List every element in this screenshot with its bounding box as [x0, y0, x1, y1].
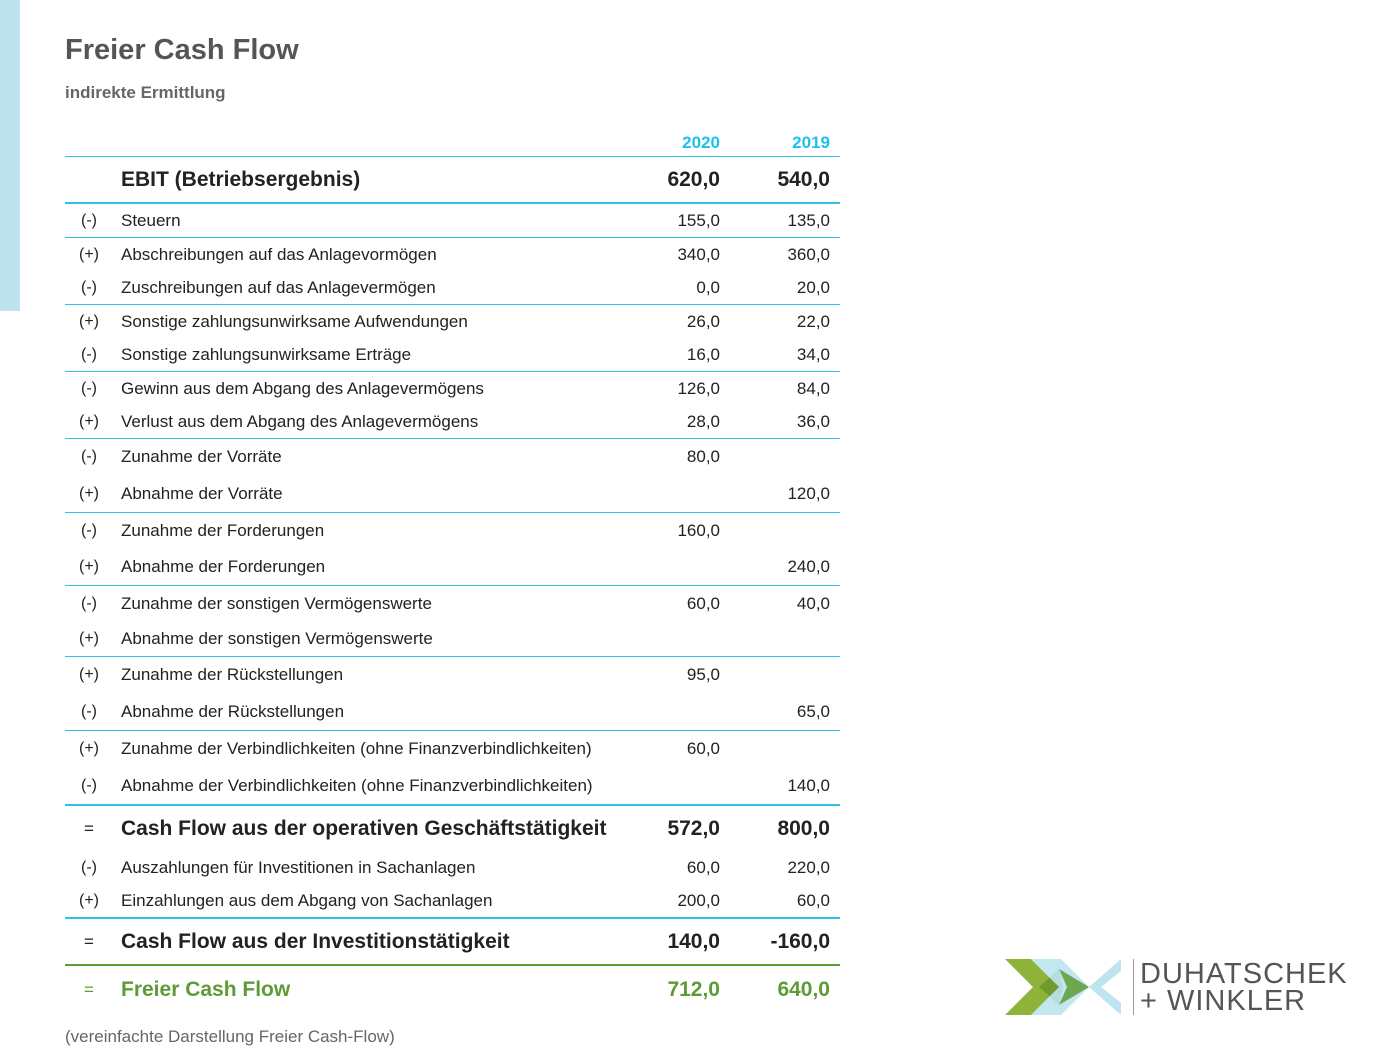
- value-2020: 200,0: [677, 890, 720, 910]
- row-sign: (-): [81, 522, 97, 539]
- row-sign: (+): [79, 484, 99, 502]
- value-2019: 640,0: [777, 977, 830, 1001]
- table-row: [65, 585, 840, 622]
- row-label: Cash Flow aus der operativen Geschäftstätigkeit: [121, 816, 607, 840]
- table-row: [65, 964, 840, 1013]
- value-2019: [720, 657, 830, 693]
- row-sign: (-): [81, 278, 97, 296]
- value-2020: 572,0: [667, 816, 720, 840]
- row-label: Abnahme der Rückstellungen: [121, 701, 345, 721]
- value-2019: [720, 731, 830, 767]
- year-2020-header: 2020: [682, 133, 720, 152]
- value-2020: 80,0: [686, 447, 720, 466]
- value-2019: -160,0: [770, 929, 830, 953]
- value-2020: 16,0: [686, 344, 720, 364]
- year-2019-header: 2019: [792, 133, 830, 152]
- row-sign: (+): [79, 558, 99, 575]
- row-sign: (-): [81, 702, 97, 720]
- table-row: [65, 157, 840, 202]
- value-2020: 140,0: [667, 929, 720, 953]
- value-2020: [610, 622, 720, 656]
- row-sign: =: [84, 979, 94, 999]
- value-2020: 60,0: [686, 594, 720, 613]
- row-sign: (+): [79, 630, 99, 647]
- footnote: (vereinfachte Darstellung Freier Cash-Flow): [65, 1027, 395, 1046]
- row-label: Auszahlungen für Investitionen in Sachanlagen: [121, 857, 476, 877]
- value-2020: [610, 475, 720, 512]
- value-2020: [610, 693, 720, 730]
- value-2019: 65,0: [796, 701, 830, 721]
- value-2019: 135,0: [787, 210, 830, 230]
- table-row: [65, 438, 840, 475]
- value-2019: 40,0: [796, 594, 830, 613]
- table-row: [65, 338, 840, 371]
- value-2020: 26,0: [686, 311, 720, 331]
- value-2019: 36,0: [796, 411, 830, 431]
- row-label: Abnahme der sonstigen Vermögenswerte: [121, 629, 433, 648]
- company-logo: [1005, 957, 1355, 1017]
- row-label: Zuschreibungen auf das Anlagevermögen: [121, 277, 436, 297]
- value-2019: 220,0: [787, 857, 830, 877]
- row-sign: =: [84, 931, 94, 951]
- value-2019: 120,0: [787, 483, 830, 503]
- row-label: Steuern: [121, 210, 181, 230]
- table-row: [65, 371, 840, 405]
- cash-flow-table: [65, 125, 840, 1013]
- row-sign: (+): [79, 412, 99, 430]
- value-2020: 95,0: [686, 665, 720, 684]
- row-label: Cash Flow aus der Investitionstätigkeit: [121, 929, 510, 953]
- row-sign: (-): [81, 345, 97, 363]
- value-2020: 712,0: [667, 977, 720, 1001]
- value-2020: 160,0: [677, 521, 720, 540]
- value-2020: [610, 549, 720, 585]
- logo-text-line1: DUHATSCHEK: [1140, 958, 1348, 990]
- row-sign: (-): [81, 858, 97, 876]
- row-label: EBIT (Betriebsergebnis): [121, 167, 361, 191]
- row-label: Zunahme der Verbindlichkeiten (ohne Finanzverbindlichkeiten): [121, 739, 592, 758]
- row-label: Zunahme der Forderungen: [121, 521, 325, 540]
- logo-divider: [1133, 959, 1134, 1015]
- table-row: [65, 730, 840, 767]
- value-2019: 84,0: [796, 378, 830, 398]
- row-sign: (-): [81, 448, 97, 465]
- page-subtitle: indirekte Ermittlung: [65, 83, 226, 102]
- table-row: [65, 804, 840, 851]
- value-2020: 60,0: [686, 857, 720, 877]
- table-row: [65, 304, 840, 338]
- value-2020: 126,0: [677, 378, 720, 398]
- table-row: [65, 622, 840, 656]
- row-sign: =: [84, 818, 94, 838]
- row-label: Gewinn aus dem Abgang des Anlagevermögens: [121, 378, 484, 398]
- row-sign: (+): [79, 891, 99, 909]
- value-2019: [720, 622, 830, 656]
- value-2019: 800,0: [777, 816, 830, 840]
- table-row: [65, 202, 840, 237]
- row-label: Sonstige zahlungsunwirksame Aufwendungen: [121, 311, 468, 331]
- value-2019: [720, 513, 830, 549]
- table-row: [65, 549, 840, 585]
- table-row: [65, 271, 840, 304]
- table-body: [65, 157, 840, 1013]
- table-row: [65, 656, 840, 693]
- row-sign: [65, 157, 113, 202]
- value-2019: 540,0: [777, 167, 830, 191]
- value-2020: [610, 767, 720, 804]
- row-label: Zunahme der Vorräte: [121, 447, 282, 466]
- value-2020: 620,0: [667, 167, 720, 191]
- table-row: [65, 767, 840, 804]
- row-label: Verlust aus dem Abgang des Anlagevermögens: [121, 411, 479, 431]
- value-2019: 60,0: [796, 890, 830, 910]
- row-label: Einzahlungen aus dem Abgang von Sachanlagen: [121, 890, 493, 910]
- value-2020: 155,0: [677, 210, 720, 230]
- row-sign: (-): [81, 595, 97, 612]
- value-2019: [720, 439, 830, 475]
- value-2019: 20,0: [796, 277, 830, 297]
- table-row: [65, 475, 840, 512]
- logo-mark-icon: [1005, 959, 1121, 1015]
- row-sign: (-): [81, 211, 97, 229]
- table-row: [65, 405, 840, 438]
- table-row: [65, 884, 840, 917]
- row-label: Abnahme der Verbindlichkeiten (ohne Finanzverbindlichkeiten): [121, 775, 593, 795]
- row-label: Abnahme der Forderungen: [121, 557, 326, 576]
- row-label: Zunahme der Rückstellungen: [121, 665, 344, 684]
- value-2019: 360,0: [787, 244, 830, 264]
- table-row: [65, 512, 840, 549]
- table-row: [65, 851, 840, 884]
- row-sign: (-): [81, 379, 97, 397]
- row-sign: (+): [79, 312, 99, 330]
- row-sign: (+): [79, 666, 99, 683]
- page-title: Freier Cash Flow: [65, 34, 299, 66]
- row-sign: (+): [79, 740, 99, 757]
- value-2020: 0,0: [696, 277, 720, 297]
- table-row: [65, 237, 840, 271]
- value-2019: 34,0: [796, 344, 830, 364]
- value-2019: 140,0: [787, 775, 830, 795]
- year-header-row: [65, 125, 840, 157]
- value-2020: 28,0: [686, 411, 720, 431]
- row-sign: (+): [79, 245, 99, 263]
- side-accent-bar: [0, 0, 20, 311]
- row-label: Freier Cash Flow: [121, 977, 291, 1001]
- table-row: [65, 693, 840, 730]
- row-label: Sonstige zahlungsunwirksame Erträge: [121, 344, 412, 364]
- row-label: Abschreibungen auf das Anlagevormögen: [121, 244, 437, 264]
- row-sign: (-): [81, 776, 97, 794]
- value-2019: 240,0: [787, 557, 830, 576]
- table-row: [65, 917, 840, 964]
- row-label: Zunahme der sonstigen Vermögenswerte: [121, 594, 432, 613]
- value-2019: 22,0: [796, 311, 830, 331]
- row-label: Abnahme der Vorräte: [121, 483, 283, 503]
- value-2020: 340,0: [677, 244, 720, 264]
- logo-text-line2: + WINKLER: [1140, 985, 1307, 1017]
- value-2020: 60,0: [686, 739, 720, 758]
